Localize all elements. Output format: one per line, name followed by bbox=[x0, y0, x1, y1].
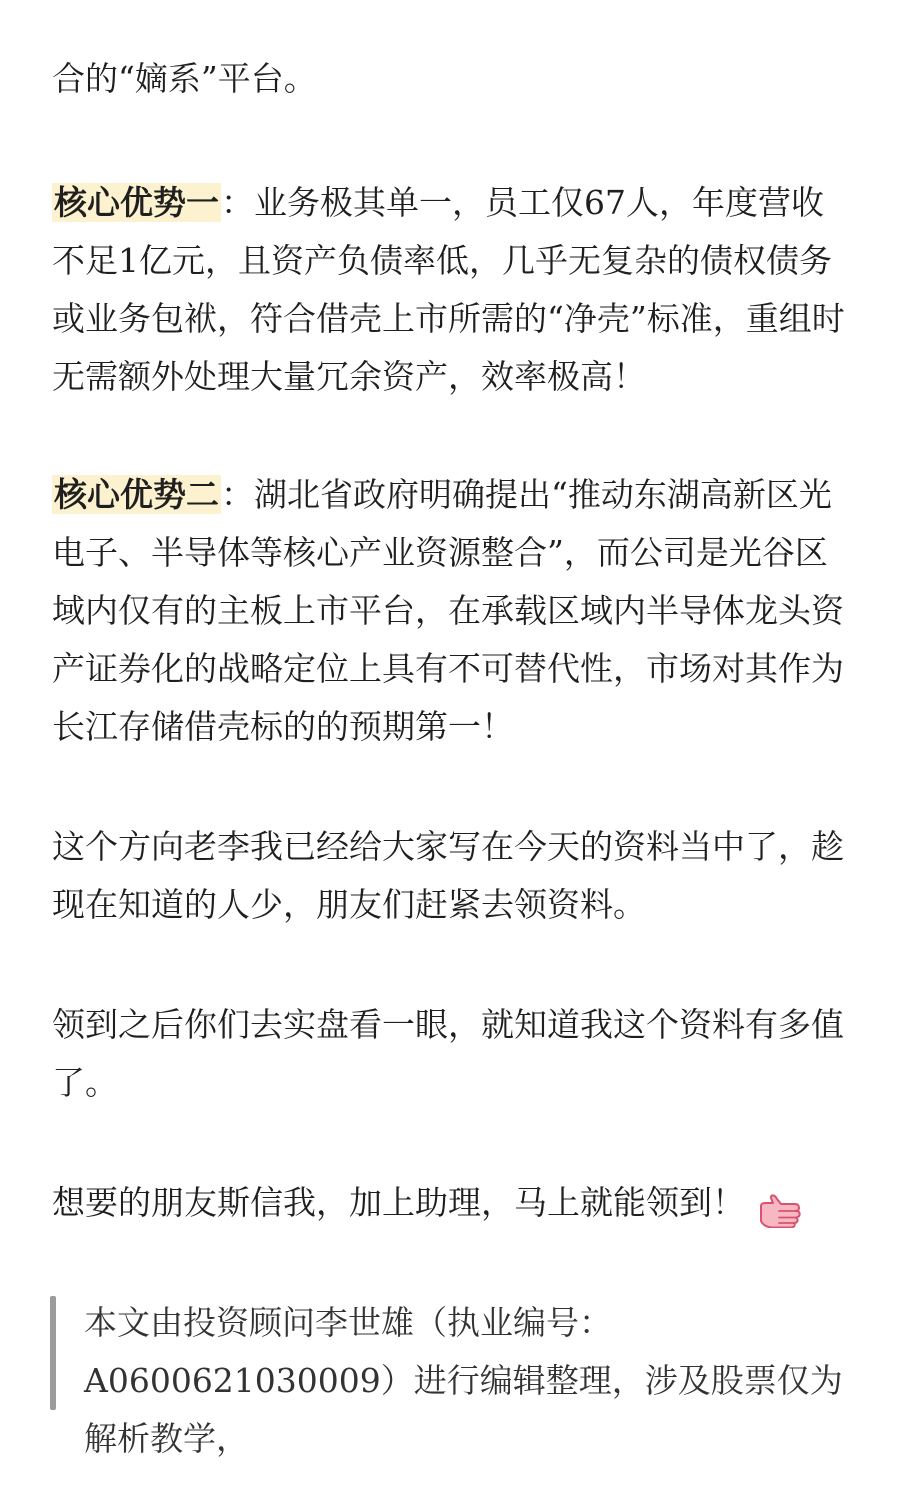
paragraph-materials-text: 这个方向老李我已经给大家写在今天的资料当中了，趁现在知道的人少，朋友们赶紧去领资料。 bbox=[52, 827, 844, 924]
paragraph-materials bbox=[52, 818, 852, 934]
disclaimer-quote bbox=[50, 1296, 850, 1458]
disclaimer-text: 本文由投资顾问李世雄（执业编号：A0600621030009）进行编辑整理，涉及股票仅为解析教学， bbox=[84, 1303, 843, 1458]
paragraph-contact-text: 想要的朋友斯信我，加上助理，马上就能领到！ bbox=[52, 1183, 745, 1222]
paragraph-intro bbox=[52, 50, 852, 108]
paragraph-value-text: 领到之后你们去实盘看一眼，就知道我这个资料有多值了。 bbox=[52, 1005, 844, 1102]
paragraph-intro-text: 合的“嫡系”平台。 bbox=[52, 59, 317, 98]
paragraph-value bbox=[52, 996, 852, 1112]
paragraph-contact bbox=[52, 1174, 852, 1232]
thumbs-up-icon bbox=[757, 1188, 801, 1222]
highlight-advantage-two: 核心优势二 bbox=[54, 475, 219, 514]
paragraph-advantage-one bbox=[52, 174, 852, 406]
paragraph-advantage-two bbox=[52, 466, 852, 756]
paragraph-advantage-two-text: ：湖北省政府明确提出“推动东湖高新区光电子、半导体等核心产业资源整合”，而公司是光谷区域内仅有的主板上市平台，在承载区域内半导体龙头资产证券化的战略定位上具有不可替代性，市场对其作为长江存储借壳标的的预期第一！ bbox=[52, 475, 844, 746]
quote-bar bbox=[50, 1296, 56, 1410]
highlight-advantage-one: 核心优势一 bbox=[54, 183, 219, 222]
paragraph-advantage-one-text: ：业务极其单一，员工仅67人，年度营收不足1亿元，且资产负债率低，几乎无复杂的债权债务或业务包袱，符合借壳上市所需的“净壳”标准，重组时无需额外处理大量冗余资产，效率极高！ bbox=[52, 183, 845, 396]
